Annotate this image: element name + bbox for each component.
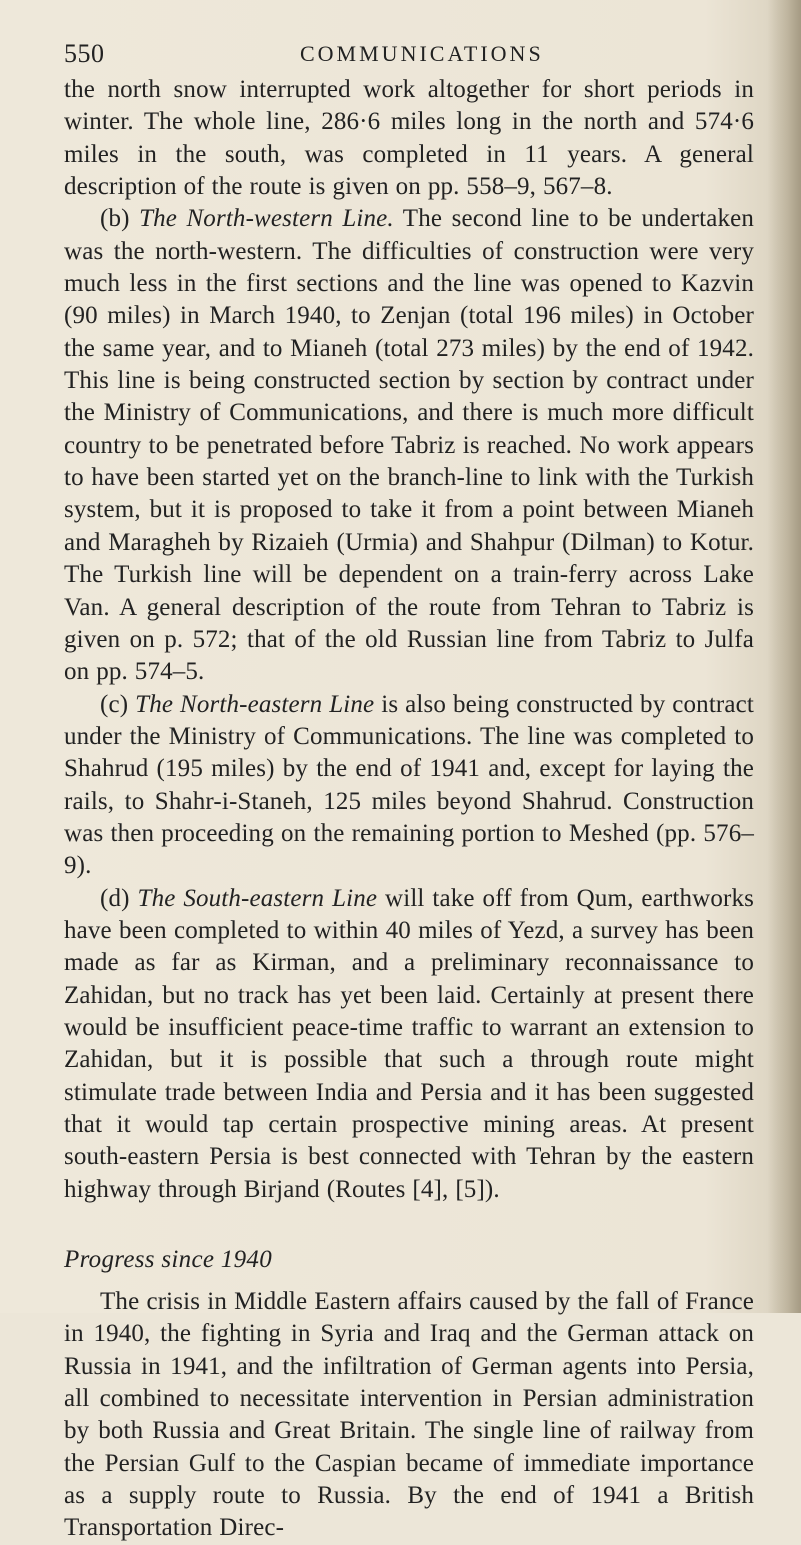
section-heading: Progress since 1940	[64, 1246, 272, 1274]
paragraph-label: (b)	[100, 205, 130, 233]
running-head	[64, 36, 754, 72]
paragraph-south-eastern-line	[64, 883, 754, 1206]
running-title: COMMUNICATIONS	[300, 41, 544, 66]
page-number: 550	[64, 39, 105, 68]
paragraph-north-eastern-line	[64, 689, 754, 883]
page-edge-shadow	[767, 0, 801, 1313]
paragraph-title: The North-eastern Line	[135, 690, 375, 718]
paragraph-text: is also being constructed by contract under the Ministry of Communications. The line was completed to Shahrud (195 miles) by the end of 1941 and, except for laying the rails, to Shahr-i-Staneh, 125 miles beyond Shahrud. Construction was then proceeding on the remaining portion to Meshed (pp. 576–9).	[64, 690, 754, 880]
paragraph-text: The second line to be undertaken was the north-western. The difficulties of construction were very much less in the first sections and the line was opened to Kazvin (90 miles) in March 1940, to Zenjan (total 196 miles) in October the same year, and to Mianeh (total 273 miles) by the end of 1942. This line is being constructed section by section by contract under the Ministry of Communications, and there is much more difficult country to be penetrated before Tabriz is reached. No work appears to have been started yet on the branch-line to link with the Turkish system, but it is proposed to take it from a point between Mianeh and Maragheh by Rizaieh (Urmia) and Shahpur (Dilman) to Kotur. The Turkish line will be dependent on a train-ferry across Lake Van. A general description of the route from Tehran to Tabriz is given on p. 572; that of the old Russian line from Tabriz to Julfa on pp. 574–5.	[64, 205, 755, 686]
paragraph-text: The crisis in Middle Eastern affairs caused by the fall of France in 1940, the fighting in Syria and Iraq and the German attack on Russia in 1941, and the infiltration of German agents into Persia, all combined to necessitate intervention in Persian administration by both Russia and Great Britain. The single line of railway from the Persian Gulf to the Caspian became of immediate importance as a supply route to Russia. By the end of 1941 a British Transportation Direc-	[64, 1288, 754, 1542]
paragraph-progress	[64, 1286, 754, 1545]
paragraph-label: (c)	[100, 690, 129, 718]
paragraph-label: (d)	[100, 884, 130, 912]
paragraph-title: The South-eastern Line	[137, 884, 378, 912]
paragraph-text: the north snow interrupted work altogether for short periods in winter. The whole line, 286·6 miles long in the north and 574·6 miles in the south, was completed in 11 years. A general description of the route is given on pp. 558–9, 567–8.	[64, 76, 754, 201]
paragraph-text: will take off from Qum, earthworks have been completed to within 40 miles of Yezd, a survey has been made as far as Kirman, and a preliminary reconnaissance to Zahidan, but no track has yet been laid. Certainly at present there would be insufficient peace-time traffic to warrant an extension to Zahidan, but it is possible that such a through route might stimulate trade between India and Persia and it has been suggested that it would tap certain prospective mining areas. At present south-eastern Persia is best connected with Tehran by the eastern highway through Birjand (Routes [4], [5]).	[64, 884, 755, 1203]
paragraph-north-western-line	[64, 203, 754, 688]
paragraph-title: The North-western Line.	[139, 205, 394, 233]
paragraph-continuation	[64, 74, 754, 203]
page-content	[64, 36, 754, 1545]
